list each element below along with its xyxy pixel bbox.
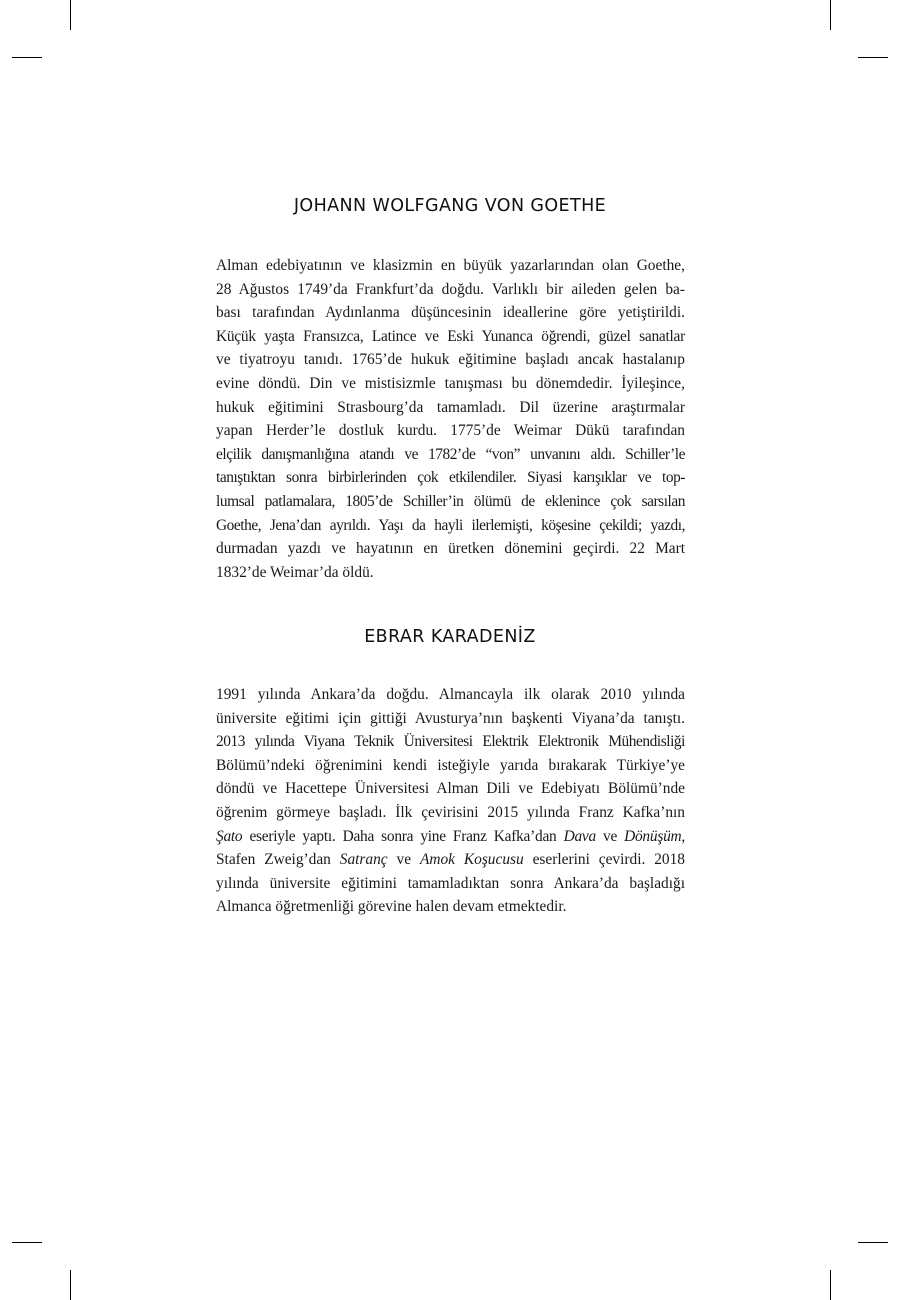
section-title-translator: EBRAR KARADENİZ — [364, 627, 536, 647]
text-line — [216, 825, 685, 849]
text-fragment: ve — [387, 851, 420, 869]
bio-goethe — [216, 254, 685, 584]
text-fragment: eserlerini çevirdi. 2018 — [523, 851, 685, 869]
text-line: yapan Herder’le dostluk kurdu. 1775’de Weimar Dükü tarafından — [216, 422, 685, 440]
text-line: 2013 yılında Viyana Teknik Üniversitesi Elektrik Elektronik Mühendisliği — [216, 733, 685, 751]
crop-mark-top-left — [70, 0, 71, 30]
text-line: bası tarafından Aydınlanma düşüncesinin ideallerine göre yetiştirildi. — [216, 304, 685, 322]
text-line: Alman edebiyatının ve klasizmin en büyük yazarlarından olan Goethe, — [216, 257, 685, 274]
text-line: durmadan yazdı ve hayatının en üretken dönemini geçirdi. 22 Mart — [216, 540, 685, 558]
text-line: 1832’de Weimar’da öldü. — [216, 563, 374, 581]
text-line: Goethe, Jena’dan ayrıldı. Yaşı da hayli ilerlemişti, köşesine çekildi; yazdı, — [216, 516, 685, 534]
text-line: tanıştıktan sonra birbirlerinden çok etkilendiler. Siyasi karışıklar ve top- — [216, 469, 685, 487]
book-title: Satranç — [339, 851, 388, 869]
text-line: elçilik danışmanlığına atandı ve 1782’de “von” unvanını aldı. Schiller’le — [216, 445, 685, 463]
book-title: Dönüşüm — [624, 827, 682, 845]
book-title: Amok Koşucusu — [419, 851, 524, 869]
text-line: döndü ve Hacettepe Üniversitesi Alman Dili ve Edebiyatı Bölümü’nde — [216, 780, 685, 798]
text-line: yılında üniversite eğitimini tamamladıktan sonra Ankara’da başladığı — [216, 874, 685, 892]
text-line — [216, 848, 685, 872]
text-fragment: eseriyle yaptı. Daha sonra yine Franz Kafka’dan — [242, 827, 564, 845]
text-line: Küçük yaşta Fransızca, Latince ve Eski Yunanca öğrendi, güzel sanatlar — [216, 327, 685, 345]
text-line: üniversite eğitimi için gittiği Avusturya’nın başkenti Viyana’da tanıştı. — [216, 709, 685, 727]
crop-mark-bottom-right — [830, 1270, 831, 1300]
text-line: lumsal patlamalara, 1805’de Schiller’in ölümü de eklenince çok sarsılan — [216, 492, 685, 510]
text-line: ve tiyatroyu tanıdı. 1765’de hukuk eğitimine başladı ancak hastalanıp — [216, 351, 685, 369]
text-line: evine döndü. Din ve mistisizmle tanışması bu dönemdedir. İyileşince, — [216, 374, 685, 392]
book-title: Dava — [563, 827, 596, 845]
text-line: Almanca öğretmenliği görevine halen devam etmektedir. — [216, 898, 567, 916]
text-line: 1991 yılında Ankara’da doğdu. Almancayla ilk olarak 2010 yılında — [216, 686, 685, 703]
text-line: Bölümü’ndeki öğrenimini kendi isteğiyle yarıda bırakarak Türkiye’ye — [216, 756, 685, 774]
section-title-goethe: JOHANN WOLFGANG VON GOETHE — [293, 196, 607, 216]
crop-mark-right-top — [858, 57, 888, 58]
crop-mark-right-bottom — [858, 1242, 888, 1243]
crop-mark-left-bottom — [12, 1242, 42, 1243]
text-line: 28 Ağustos 1749’da Frankfurt’da doğdu. Varlıklı bir aileden gelen ba- — [216, 280, 685, 298]
book-title: Şato — [216, 827, 243, 845]
text-fragment: Stafen Zweig’dan — [216, 851, 340, 869]
text-fragment: ve — [595, 827, 625, 845]
crop-mark-left-top — [12, 57, 42, 58]
crop-mark-bottom-left — [70, 1270, 71, 1300]
text-line: öğrenim görmeye başladı. İlk çevirisini 2015 yılında Franz Kafka’nın — [216, 803, 685, 821]
bio-translator — [216, 683, 685, 919]
crop-mark-top-right — [830, 0, 831, 30]
text-fragment: , — [681, 827, 685, 845]
text-line: hukuk eğitimini Strasbourg’da tamamladı. Dil üzerine araştırmalar — [216, 398, 685, 416]
